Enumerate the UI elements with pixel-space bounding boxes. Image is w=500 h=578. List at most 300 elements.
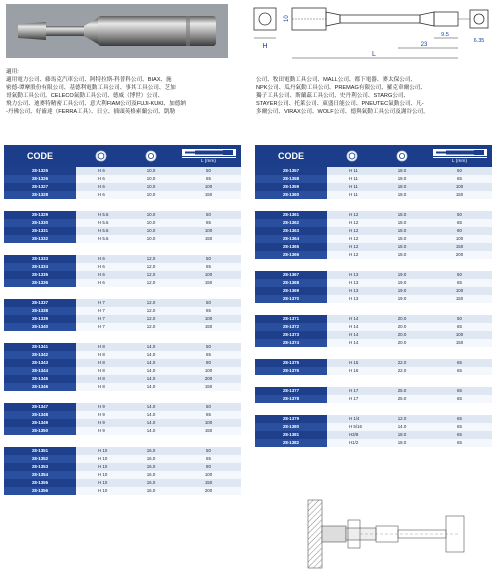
code-cell: 28-1333 [4,255,76,263]
hex-size-cell: H 12 [349,244,359,249]
hex-size-cell: H 11 [349,168,358,173]
code-cell: 28-1328 [4,191,76,199]
length-cell: 65 [457,440,462,445]
length-cell: 65 [206,308,211,313]
diameter-cell: 16.0 [146,480,156,485]
diameter-cell: 14.0 [146,384,156,389]
nut-setter-image [6,4,228,58]
diameter-cell: 10.0 [146,212,156,217]
code-cell: 28-1373 [255,331,327,339]
table-row [4,471,241,479]
hex-size-cell: H 7 [98,324,105,329]
length-cell: 50 [206,212,211,217]
hex-size-cell: H 12 [349,212,359,217]
hex-size-cell: H 10 [98,464,108,469]
brands-line: 密德-谭摩股份有限公司、基德利電動工具公司、事其工具公司、芝加 [6,85,176,92]
diameter-cell: 14.0 [146,412,156,417]
diameter-cell: 12.0 [146,272,156,277]
diameter-cell: 19.0 [397,272,407,277]
hex-size-cell: H 5.5 [98,236,109,241]
hex-size-header [327,145,377,167]
length-header [427,145,492,167]
length-cell: 65 [457,388,462,393]
table-row [4,463,241,471]
diameter-cell: 14.0 [146,376,156,381]
table-row [4,383,241,391]
hex-size-cell: H 14 [349,340,359,345]
code-cell: 28-1350 [4,427,76,435]
length-cell: 50 [457,168,462,173]
code-cell: 28-1376 [255,367,327,375]
length-header [176,145,241,167]
length-cell: 100 [204,184,213,189]
code-cell: 28-1356 [4,487,76,495]
length-cell: 50 [206,344,211,349]
diameter-cell: 25.0 [397,388,407,393]
code-cell: 28-1345 [4,375,76,383]
table-row [4,447,241,455]
length-cell: 50 [457,316,462,321]
code-cell: 28-1354 [4,471,76,479]
brands-right-column [256,76,494,116]
nut-setter-icon [182,149,236,156]
table-group [255,211,492,259]
hex-size-cell: H 8 [98,360,105,365]
table-row [4,367,241,375]
diameter-cell: 12.0 [146,256,156,261]
length-cell: 65 [457,360,462,365]
length-cell: 50 [206,256,211,261]
code-cell: 28-1347 [4,403,76,411]
brands-line: NPK公司、瓜丹氣動工具公司、PREMAG有限公司、羅克韋爾公司、 [256,85,426,92]
table-group [255,271,492,303]
table-row [255,219,492,227]
length-cell: 50 [457,212,462,217]
hex-size-cell: H 6 [98,192,105,197]
table-row [4,255,241,263]
table-row [4,263,241,271]
length-cell: 50 [206,404,211,409]
table-row [4,427,241,435]
table-row [255,287,492,295]
code-cell: 28-1369 [255,287,327,295]
hex-size-cell: H 14 [349,332,359,337]
diameter-header [126,145,176,167]
hex-size-cell: H 8 [98,368,105,373]
table-row [4,219,241,227]
table-group [4,299,241,331]
diameter-cell: 14.0 [146,404,156,409]
hex-size-cell: H 6 [98,184,105,189]
diameter-cell: 12.0 [146,324,156,329]
length-cell: 50 [206,448,211,453]
code-cell: 28-1325 [4,167,76,175]
table-row [4,175,241,183]
table-row [4,167,241,175]
table-row [255,183,492,191]
code-cell: 28-1339 [4,315,76,323]
code-cell: 28-1371 [255,315,327,323]
code-cell: 28-1362 [255,219,327,227]
length-cell: 65 [457,176,462,181]
length-cell: 100 [204,316,213,321]
code-cell: 28-1355 [4,479,76,487]
code-cell: 28-1375 [255,359,327,367]
diameter-icon [145,150,157,162]
code-cell: 28-1349 [4,419,76,427]
code-cell: 28-1366 [255,251,327,259]
table-row [4,323,241,331]
length-cell: 200 [455,252,464,257]
code-cell: 28-1360 [255,191,327,199]
code-cell: 28-1329 [4,211,76,219]
code-cell: 28-1343 [4,359,76,367]
code-cell: 28-1374 [255,339,327,347]
hex-size-cell: H 9 [98,428,105,433]
code-cell: 28-1364 [255,235,327,243]
brands-line: 哥氣動工具公司、CELECO氣動工具公司、德威（博世）公司、 [6,93,164,100]
diameter-cell: 19.0 [397,280,407,285]
code-cell: 28-1365 [255,243,327,251]
table-row [255,367,492,375]
hex-size-cell: H 6 [98,176,105,181]
brands-line: -丹佛公司、好齒達（FERRA工具）、日立、插頭英格索蘭公司、凱勒 [6,109,176,116]
code-cell: 28-1363 [255,227,327,235]
table-row [4,419,241,427]
hex-size-cell: H 6 [98,264,105,269]
length-cell: 150 [455,192,464,197]
hex-size-cell: H 7 [98,316,105,321]
hex-icon [259,13,271,25]
table-row [255,211,492,219]
code-cell: 28-1379 [255,415,327,423]
table-row [255,227,492,235]
diameter-cell: 10.0 [146,168,156,173]
table-row [255,295,492,303]
code-cell: 28-1341 [4,343,76,351]
table-row [255,439,492,447]
length-cell: 65 [206,456,211,461]
brands-heading: 適用: [6,69,19,75]
hex-size-cell: H 6 [98,280,105,285]
diameter-cell: 12.0 [146,300,156,305]
table-row [255,235,492,243]
table-group [255,315,492,347]
table-row [255,279,492,287]
diameter-cell: 16.0 [146,456,156,461]
length-cell: 100 [455,236,464,241]
diameter-cell: 18.0 [397,168,407,173]
diameter-cell: 14.0 [146,344,156,349]
hex-size-cell: H 14 [349,316,359,321]
hex-size-cell: H 12 [349,252,359,257]
diameter-cell: 10.0 [146,192,156,197]
spec-table-left [4,145,241,495]
code-cell: 28-1377 [255,387,327,395]
length-cell: 100 [204,272,213,277]
hex-size-cell: H3/8 [349,432,359,437]
code-cell: 28-1344 [4,367,76,375]
code-cell: 28-1358 [255,175,327,183]
length-cell: 100 [204,420,213,425]
diameter-cell: 19.0 [397,288,407,293]
table-row [255,331,492,339]
table-row [4,315,241,323]
table-row [4,403,241,411]
table-row [255,395,492,403]
size-label: 10 [284,15,290,22]
length-cell: 65 [206,220,211,225]
diameter-cell: 10.0 [146,228,156,233]
table-group [4,255,241,287]
code-cell: 28-1346 [4,383,76,391]
code-cell: 28-1370 [255,295,327,303]
code-cell: 28-1382 [255,439,327,447]
length-cell: 80 [206,360,211,365]
table-row [4,487,241,495]
hex-size-cell: H 6 [98,256,105,261]
hex-size-cell: H 9 [98,420,105,425]
length-cell: 65 [457,424,462,429]
hex-size-cell: H 8 [98,344,105,349]
table-row [255,191,492,199]
hex-size-cell: H 8 [98,376,105,381]
code-cell: 28-1353 [4,463,76,471]
length-cell: 50 [206,168,211,173]
diameter-cell: 14.0 [146,360,156,365]
diameter-cell: 18.0 [397,212,407,217]
spec-table-right [255,145,492,447]
diameter-cell: 16.0 [146,488,156,493]
code-cell: 28-1331 [4,227,76,235]
code-cell: 28-1381 [255,431,327,439]
diameter-cell: 18.0 [397,192,407,197]
diameter-cell: 22.0 [397,360,407,365]
length-cell: 65 [457,396,462,401]
hex-size-cell: H 10 [98,488,108,493]
hex-size-cell: H 12 [349,236,359,241]
diameter-cell: 14.0 [146,420,156,425]
code-cell: 28-1348 [4,411,76,419]
code-cell: 28-1326 [4,175,76,183]
length-cell: 65 [206,412,211,417]
table-row [255,415,492,423]
table-row [255,323,492,331]
code-cell: 28-1334 [4,263,76,271]
hex-size-header [76,145,126,167]
table-row [255,243,492,251]
length-unit-label: L (mm) [433,157,487,164]
hex-socket-icon [95,150,107,162]
length-cell: 50 [457,272,462,277]
diameter-cell: 18.0 [397,228,407,233]
hex-size-cell: H 13 [349,280,359,285]
length-cell: 65 [206,264,211,269]
length-cell: 100 [455,332,464,337]
length-cell: 150 [455,340,464,345]
code-cell: 28-1337 [4,299,76,307]
table-group [255,387,492,403]
table-row [255,359,492,367]
diameter-cell: 18.0 [397,220,407,225]
diameter-cell: 20.0 [397,340,407,345]
code-cell: 28-1332 [4,235,76,243]
code-cell: 28-1330 [4,219,76,227]
diameter-cell: 20.0 [397,324,407,329]
table-row [255,271,492,279]
diameter-cell: 10.0 [146,236,156,241]
code-cell: 28-1327 [4,183,76,191]
brands-line: 飛力公司、迪麥特精密工具公司、意大利FIAM公司及FUJI-KUKI、加德納 [6,101,186,108]
diameter-cell: 18.0 [397,236,407,241]
length-cell: 65 [457,220,462,225]
hex-socket-icon [346,150,358,162]
hex-size-cell: H 6 [98,168,105,173]
diameter-cell: 18.0 [397,244,407,249]
diameter-cell: 16.0 [146,448,156,453]
diameter-cell: 12.0 [146,264,156,269]
table-row [4,235,241,243]
table-row [255,339,492,347]
hex-size-cell: H 9 [98,412,105,417]
code-cell: 28-1372 [255,323,327,331]
table-row [4,271,241,279]
length-cell: 80 [206,464,211,469]
dim23-label: 23 [420,42,428,48]
length-cell: 100 [455,184,464,189]
code-cell: 28-1357 [255,167,327,175]
table-group [255,359,492,375]
code-header: CODE [26,151,53,161]
code-cell: 28-1336 [4,279,76,287]
brands-line: 多爾公司、VIRAX公司、WOLF公司、德與氣動工具公司及謝谷公司。 [256,109,429,116]
hex-size-cell: H 5.5 [98,212,109,217]
diameter-cell: 14.0 [146,428,156,433]
table-row [255,175,492,183]
table-group [4,403,241,435]
table-row [255,315,492,323]
brands-line: 公司、牧田電動工具公司、MALL公司、都下電器、麥太保公司、 [256,77,417,84]
diameter-cell: 12.0 [146,280,156,285]
diameter-cell: 20.0 [397,332,407,337]
table-group [4,447,241,495]
length-cell: 65 [457,432,462,437]
hex-size-cell: H 13 [349,296,359,301]
hex-label: H [262,43,268,50]
hex-size-cell: H 10 [98,448,108,453]
table-body [255,167,492,447]
table-row [255,387,492,395]
hex-size-cell: H 6 [98,272,105,277]
length-cell: 100 [455,288,464,293]
table-row [4,211,241,219]
hex-size-cell: H 8 [98,384,105,389]
diameter-cell: 19.0 [397,296,407,301]
hex-size-cell: H1/2 [349,440,359,445]
code-cell: 28-1367 [255,271,327,279]
length-cell: 65 [206,352,211,357]
dim95-label: 9.5 [441,32,449,38]
hex-size-cell: H 12 [349,228,359,233]
diameter-cell: 14.0 [146,352,156,357]
hex-size-cell: H 14 [349,324,359,329]
hex-size-cell: H 7 [98,300,105,305]
hex-size-cell: H 11 [349,184,358,189]
diameter-cell: 16.0 [146,472,156,477]
table-group [4,211,241,243]
table-row [4,299,241,307]
diameter-cell: 18.0 [397,176,407,181]
table-header [4,145,241,167]
code-cell: 28-1380 [255,423,327,431]
diameter-cell: 12.0 [146,308,156,313]
table-row [255,423,492,431]
length-cell: 150 [455,296,464,301]
length-cell: 100 [204,368,213,373]
hex-size-cell: H 9 [98,404,105,409]
table-group [4,343,241,391]
diameter-cell: 14.0 [146,368,156,373]
code-cell: 28-1368 [255,279,327,287]
hex-size-cell: H 10 [98,472,108,477]
diameter-cell: 10.0 [146,184,156,189]
table-row [255,167,492,175]
diameter-cell: 12.0 [397,416,407,421]
length-label: L [372,51,376,58]
brands-line: STAYER公司、托萊公司、東盛日能公司、PNEUTEC氣動公司、凡- [256,101,424,108]
diameter-cell: 14.0 [397,424,407,429]
hex-size-cell: H 1/4 [349,416,360,421]
diameter-cell: 18.0 [397,184,407,189]
length-cell: 100 [204,472,213,477]
diameter-cell: 22.0 [397,368,407,373]
applicable-brands [6,68,494,130]
length-cell: 65 [457,324,462,329]
table-row [255,251,492,259]
diameter-cell: 10.0 [146,176,156,181]
hex-size-cell: H 5.5 [98,228,109,233]
diameter-cell: 18.0 [397,252,407,257]
hex-size-cell: H 8 [98,352,105,357]
code-cell: 28-1342 [4,351,76,359]
length-cell: 50 [206,300,211,305]
nut-setter-icon [433,149,487,156]
diameter-icon [396,150,408,162]
hex-size-cell: H 7 [98,308,105,313]
length-cell: 150 [455,244,464,249]
brands-line: 獨子工具公司、斯蘭茲工具公司、史丹利公司、STARG公司、 [256,93,410,100]
length-cell: 150 [204,324,213,329]
length-cell: 65 [206,176,211,181]
table-row [4,343,241,351]
table-row [4,307,241,315]
code-cell: 28-1335 [4,271,76,279]
code-header: CODE [277,151,304,161]
nut-setter-photo [6,4,228,58]
length-cell: 65 [457,280,462,285]
table-row [4,227,241,235]
length-cell: 150 [204,280,213,285]
table-row [4,279,241,287]
code-cell: 28-1351 [4,447,76,455]
length-cell: 150 [204,384,213,389]
hex-size-cell: H 17 [349,388,359,393]
dim635-label: 6.35 [473,38,485,44]
hex-size-cell: H 15 [349,360,359,365]
hex-size-cell: H 12 [349,220,359,225]
table-row [4,455,241,463]
hex-size-cell: H 10 [98,456,108,461]
